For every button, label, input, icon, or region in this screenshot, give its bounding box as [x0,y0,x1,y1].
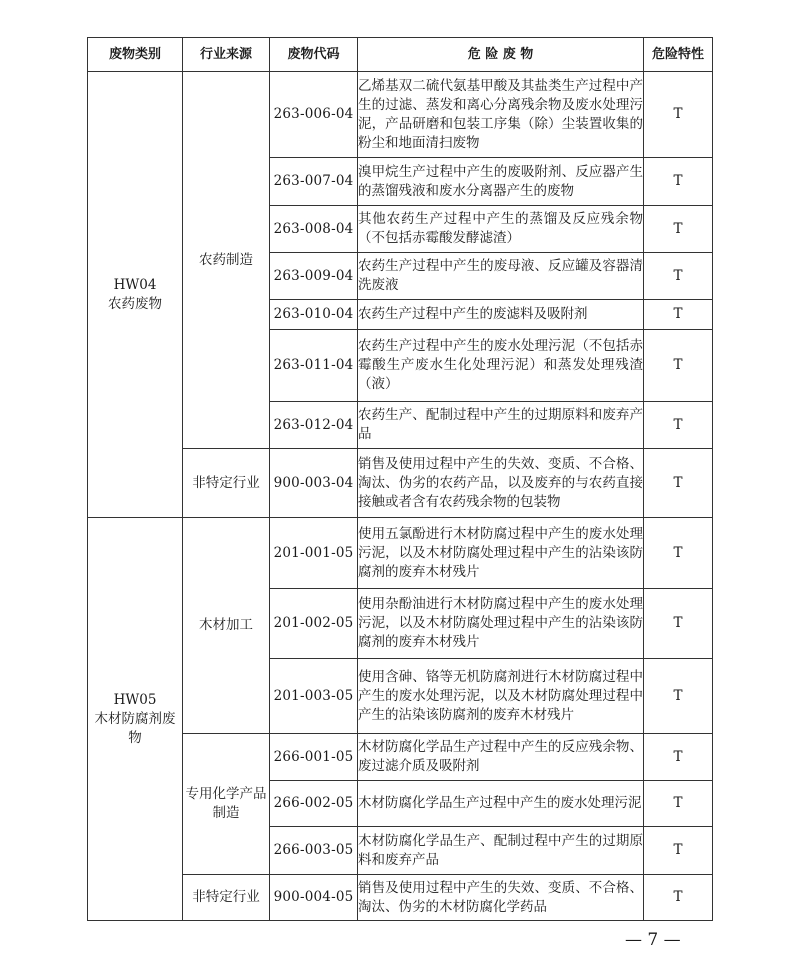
hazard-characteristic: T [644,206,713,253]
waste-code: 263-009-04 [270,253,358,300]
page-number: — 7 — [625,930,681,950]
table-header-row [88,38,713,72]
waste-description: 木材防腐化学品生产过程中产生的废水处理污泥 [358,781,644,827]
waste-description: 其他农药生产过程中产生的蒸馏及反应残余物（不包括赤霉酸发酵滤渣） [358,206,644,253]
waste-description: 销售及使用过程中产生的失效、变质、不合格、淘汰、伪劣的农药产品，以及废弃的与农药直接接触或者含有农药残余物的包装物 [358,449,644,518]
waste-code: 266-001-05 [270,734,358,781]
waste-code: 201-003-05 [270,659,358,734]
category-name: 农药废物 [108,295,162,312]
waste-code: 263-006-04 [270,72,358,158]
waste-description: 木材防腐化学品生产过程中产生的反应残余物、废过滤介质及吸附剂 [358,734,644,781]
waste-code: 266-003-05 [270,827,358,875]
waste-description: 农药生产、配制过程中产生的过期原料和废弃产品 [358,402,644,449]
category-name: 木材防腐剂废物 [94,710,176,746]
waste-code: 263-010-04 [270,300,358,330]
industry-source-cell: 农药制造 [183,72,270,449]
table-row [88,518,713,589]
waste-category-hw05 [88,518,183,921]
waste-description: 销售及使用过程中产生的失效、变质、不合格、淘汰、伪劣的木材防腐化学药品 [358,875,644,921]
waste-description: 使用五氯酚进行木材防腐过程中产生的废水处理污泥，以及木材防腐处理过程中产生的沾染该防腐剂的废弃木材残片 [358,518,644,589]
waste-code: 201-002-05 [270,589,358,659]
waste-code: 263-008-04 [270,206,358,253]
hazard-characteristic: T [644,158,713,206]
header-waste-code: 废物代码 [270,38,358,72]
waste-code: 900-003-04 [270,449,358,518]
header-waste-category: 废物类别 [88,38,183,72]
category-code: HW04 [113,276,157,293]
hazard-characteristic: T [644,589,713,659]
waste-code: 263-011-04 [270,330,358,402]
waste-description: 乙烯基双二硫代氨基甲酸及其盐类生产过程中产生的过滤、蒸发和离心分离残余物及废水处理污泥，产品研磨和包装工序集（除）尘装置收集的粉尘和地面清扫废物 [358,72,644,158]
industry-source-cell: 专用化学产品制造 [183,734,270,875]
hazard-characteristic: T [644,330,713,402]
hazard-characteristic: T [644,72,713,158]
industry-source-cell: 非特定行业 [183,875,270,921]
hazard-characteristic: T [644,827,713,875]
hazard-characteristic: T [644,518,713,589]
waste-description: 农药生产过程中产生的废滤料及吸附剂 [358,300,644,330]
hazard-characteristic: T [644,734,713,781]
waste-description: 使用含砷、铬等无机防腐剂进行木材防腐过程中产生的废水处理污泥，以及木材防腐处理过程中产生的沾染该防腐剂的废弃木材残片 [358,659,644,734]
waste-description: 农药生产过程中产生的废母液、反应罐及容器清洗废液 [358,253,644,300]
waste-code: 201-001-05 [270,518,358,589]
hazard-characteristic: T [644,875,713,921]
table-row [88,72,713,158]
waste-code: 900-004-05 [270,875,358,921]
hazard-characteristic: T [644,300,713,330]
waste-description: 农药生产过程中产生的废水处理污泥（不包括赤霉酸生产废水生化处理污泥）和蒸发处理残渣（液） [358,330,644,402]
waste-description: 溴甲烷生产过程中产生的废吸附剂、反应器产生的蒸馏残液和废水分离器产生的废物 [358,158,644,206]
waste-category-hw04 [88,72,183,518]
waste-code: 263-007-04 [270,158,358,206]
header-hazard-characteristic: 危险特性 [644,38,713,72]
hazard-characteristic: T [644,449,713,518]
hazardous-waste-table [87,37,713,921]
header-industry-source: 行业来源 [183,38,270,72]
industry-source-cell: 非特定行业 [183,449,270,518]
header-hazardous-waste: 危 险 废 物 [358,38,644,72]
industry-source-cell: 木材加工 [183,518,270,734]
waste-description: 木材防腐化学品生产、配制过程中产生的过期原料和废弃产品 [358,827,644,875]
waste-code: 263-012-04 [270,402,358,449]
waste-code: 266-002-05 [270,781,358,827]
hazard-characteristic: T [644,253,713,300]
waste-description: 使用杂酚油进行木材防腐过程中产生的废水处理污泥，以及木材防腐处理过程中产生的沾染该防腐剂的废弃木材残片 [358,589,644,659]
hazard-characteristic: T [644,659,713,734]
hazard-characteristic: T [644,402,713,449]
category-code: HW05 [113,691,157,708]
hazard-characteristic: T [644,781,713,827]
